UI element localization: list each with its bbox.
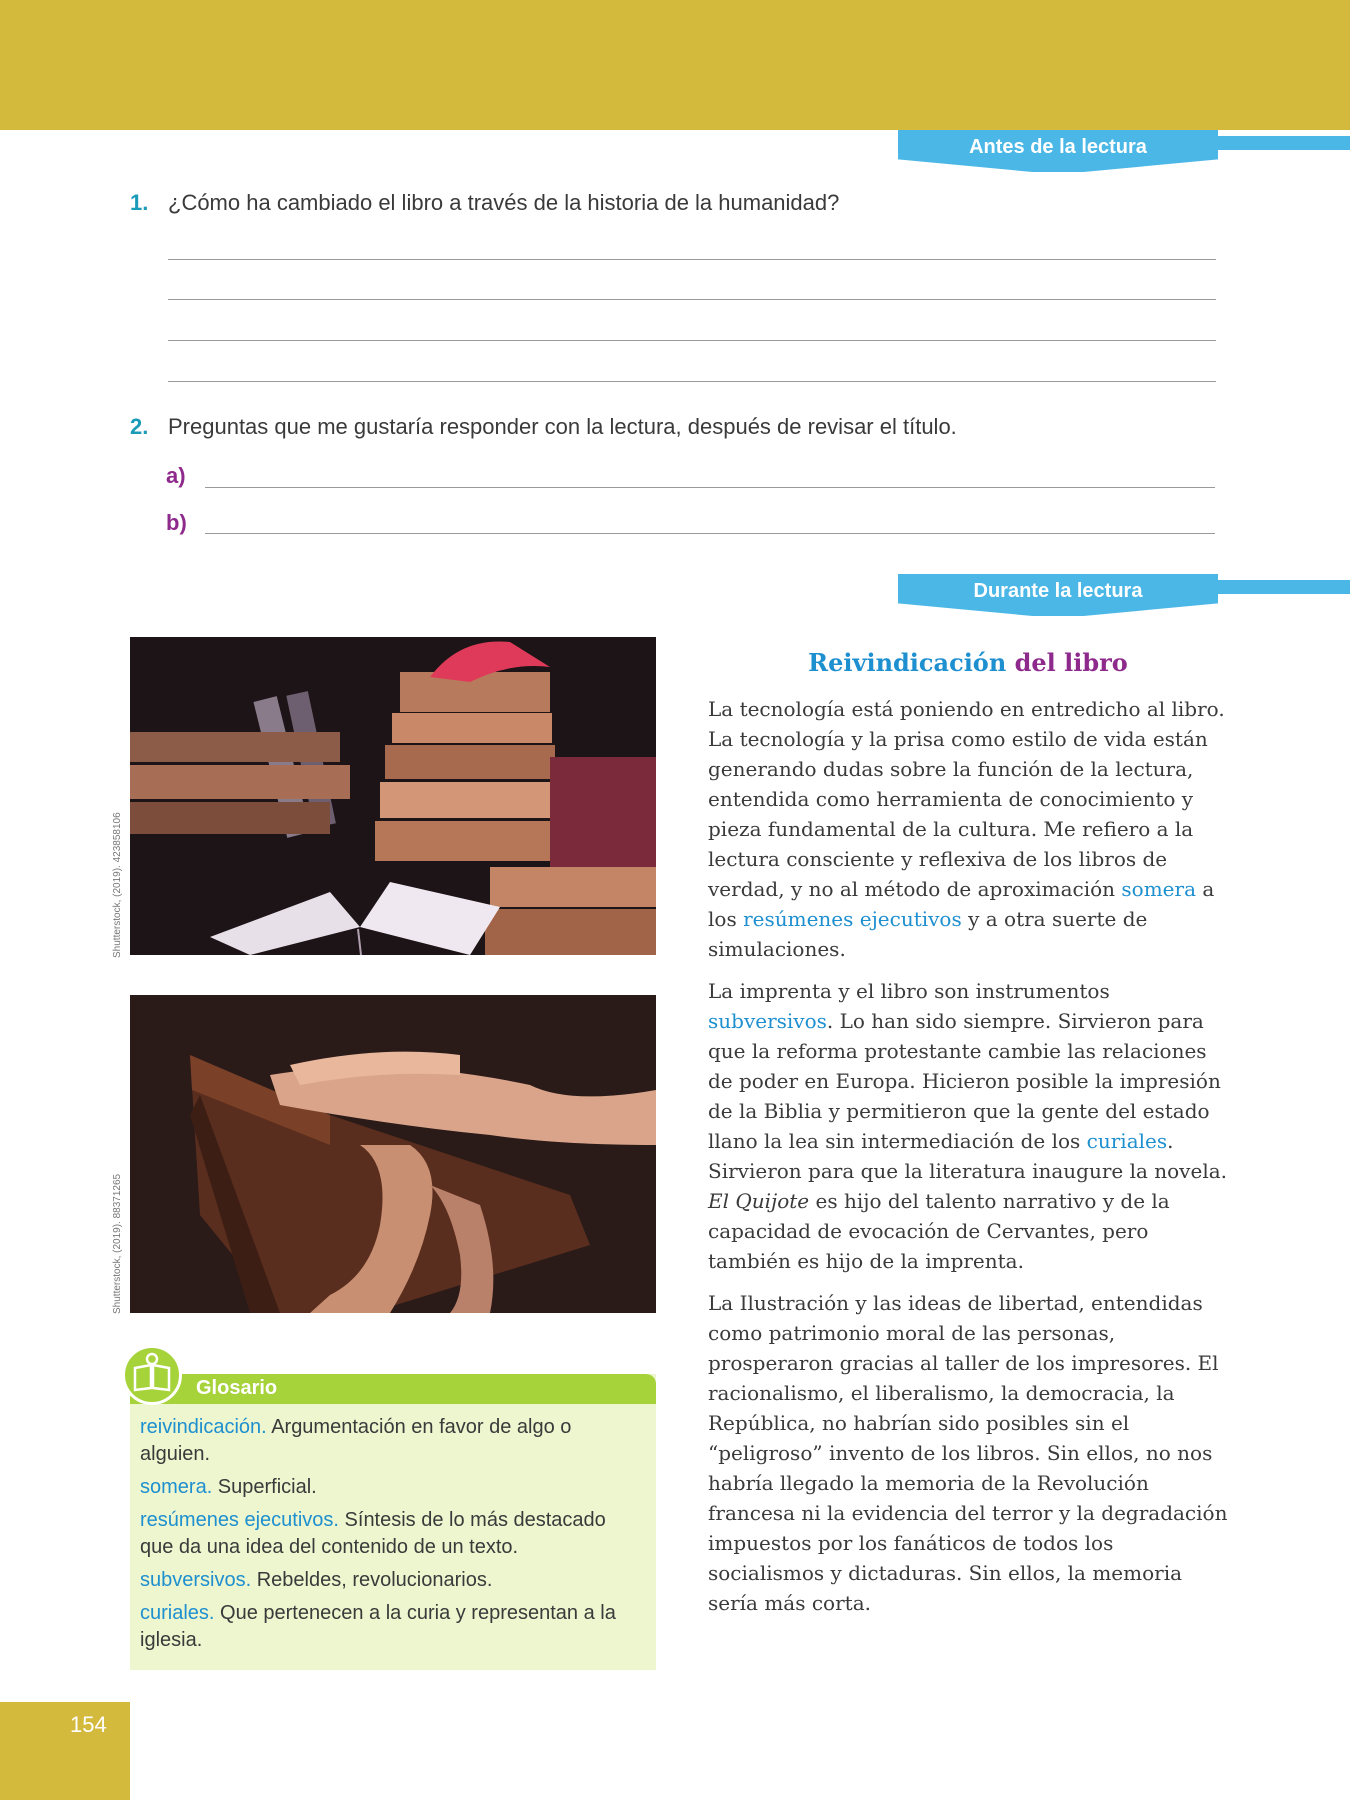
answer-line[interactable] xyxy=(168,340,1216,341)
glossary-term: curiales. xyxy=(140,1602,215,1624)
photo-hands-on-book xyxy=(130,995,656,1313)
glossary-definition: Rebeldes, revolucionarios. xyxy=(251,1569,493,1591)
glossary-term: resúmenes ejecutivos. xyxy=(140,1509,339,1531)
glossary-entries xyxy=(140,1414,640,1660)
glossary-entry xyxy=(140,1414,640,1468)
glossary-header xyxy=(130,1374,656,1404)
answer-label-a: a) xyxy=(166,463,186,488)
answer-line[interactable] xyxy=(168,299,1216,300)
glossary-title: Glosario xyxy=(196,1377,278,1399)
article-title-part-1: Reivindicación xyxy=(808,648,1007,677)
page-number-band xyxy=(0,1702,130,1800)
glossary-definition: Argumentación en favor de algo o alguien. xyxy=(140,1416,572,1465)
glossary-entry xyxy=(140,1600,640,1654)
glossary-entry xyxy=(140,1567,640,1594)
article-title xyxy=(708,648,1228,677)
glossary-link-somera: somera xyxy=(1121,877,1196,901)
glossary-link-subversivos: subversivos xyxy=(708,1009,827,1033)
article-body xyxy=(708,694,1228,1630)
answer-line[interactable] xyxy=(168,381,1216,382)
glossary-entry xyxy=(140,1507,640,1561)
question-text: Preguntas que me gustaría responder con la lectura, después de revisar el título. xyxy=(168,414,957,439)
section-tab-before-reading xyxy=(898,130,1218,172)
glossary-box xyxy=(130,1374,656,1670)
section-tab-label: Durante la lectura xyxy=(973,580,1143,602)
glossary-definition: Que pertenecen a la curia y representan a la iglesia. xyxy=(140,1602,616,1651)
books-illustration xyxy=(130,637,656,955)
answer-label-b: b) xyxy=(166,510,187,535)
book-icon xyxy=(122,1345,182,1405)
photo-credit: Shutterstock, (2019). 423858106 xyxy=(112,812,123,958)
question-number: 1. xyxy=(130,190,149,215)
glossary-term: somera. xyxy=(140,1476,213,1498)
article-paragraph-3: La Ilustración y las ideas de libertad, entendidas como patrimonio moral de las personas, prosperaron gracias al taller de los impresores. El racionalismo, el liberalismo, la democracia, la República, no habrían sido posibles sin el “peligroso” invento de los libros. Sin ellos, no nos habría llegado la memoria de la Revolución francesa ni la evidencia del terror y la degradación impuestos por los fanáticos de todos los socialismos y dictaduras. Sin ellos, la memoria sería más corta. xyxy=(708,1291,1228,1615)
answer-line-a[interactable] xyxy=(205,487,1215,488)
glossary-entry xyxy=(140,1474,640,1501)
page-number: 154 xyxy=(70,1712,107,1737)
top-color-band xyxy=(0,0,1350,130)
answer-line-b[interactable] xyxy=(205,533,1215,534)
glossary-term: reivindicación. xyxy=(140,1416,267,1438)
book-title-quijote: El Quijote xyxy=(708,1189,810,1213)
glossary-link-resumenes-ejecutivos: resúmenes ejecutivos xyxy=(743,907,962,931)
article-paragraph-1: La tecnología está poniendo en entredicho al libro. La tecnología y la prisa como estilo de vida están generando dudas sobre la función de la lectura, entendida como herramienta de conocimiento y pieza fundamental de la cultura. Me refiero a la lectura consciente y reflexiva de los libros de verdad, y no al método de aproximación somera a los resúmenes ejecutivos y a otra suerte de simulaciones. xyxy=(708,697,1225,961)
section-tab-during-reading xyxy=(898,574,1218,616)
section-tab-label: Antes de la lectura xyxy=(969,136,1147,158)
article-title-part-2: del libro xyxy=(1006,648,1128,677)
book-hands-illustration xyxy=(130,995,656,1313)
glossary-definition: Síntesis de lo más destacado que da una idea del contenido de un texto. xyxy=(140,1509,606,1558)
glossary-term: subversivos. xyxy=(140,1569,252,1591)
answer-line[interactable] xyxy=(168,259,1216,260)
photo-stack-of-books xyxy=(130,637,656,955)
question-text: ¿Cómo ha cambiado el libro a través de la historia de la humanidad? xyxy=(168,190,840,215)
question-number: 2. xyxy=(130,414,149,439)
photo-credit: Shutterstock, (2019). 88371265 xyxy=(112,1173,123,1314)
article-paragraph-2: La imprenta y el libro son instrumentos subversivos. Lo han sido siempre. Sirvieron para que la reforma protestante cambie las relaciones de poder en Europa. Hicieron posible la impresión de la Biblia y permitieron que la gente del estado llano la lea sin intermediación de los curiales. Sirvieron para que la literatura inaugure la novela. El Quijote es hijo del talento narrativo y de la capacidad de evocación de Cervantes, pero también es hijo de la imprenta. xyxy=(708,979,1227,1273)
glossary-definition: Superficial. xyxy=(212,1476,317,1498)
glossary-link-curiales: curiales xyxy=(1086,1129,1168,1153)
